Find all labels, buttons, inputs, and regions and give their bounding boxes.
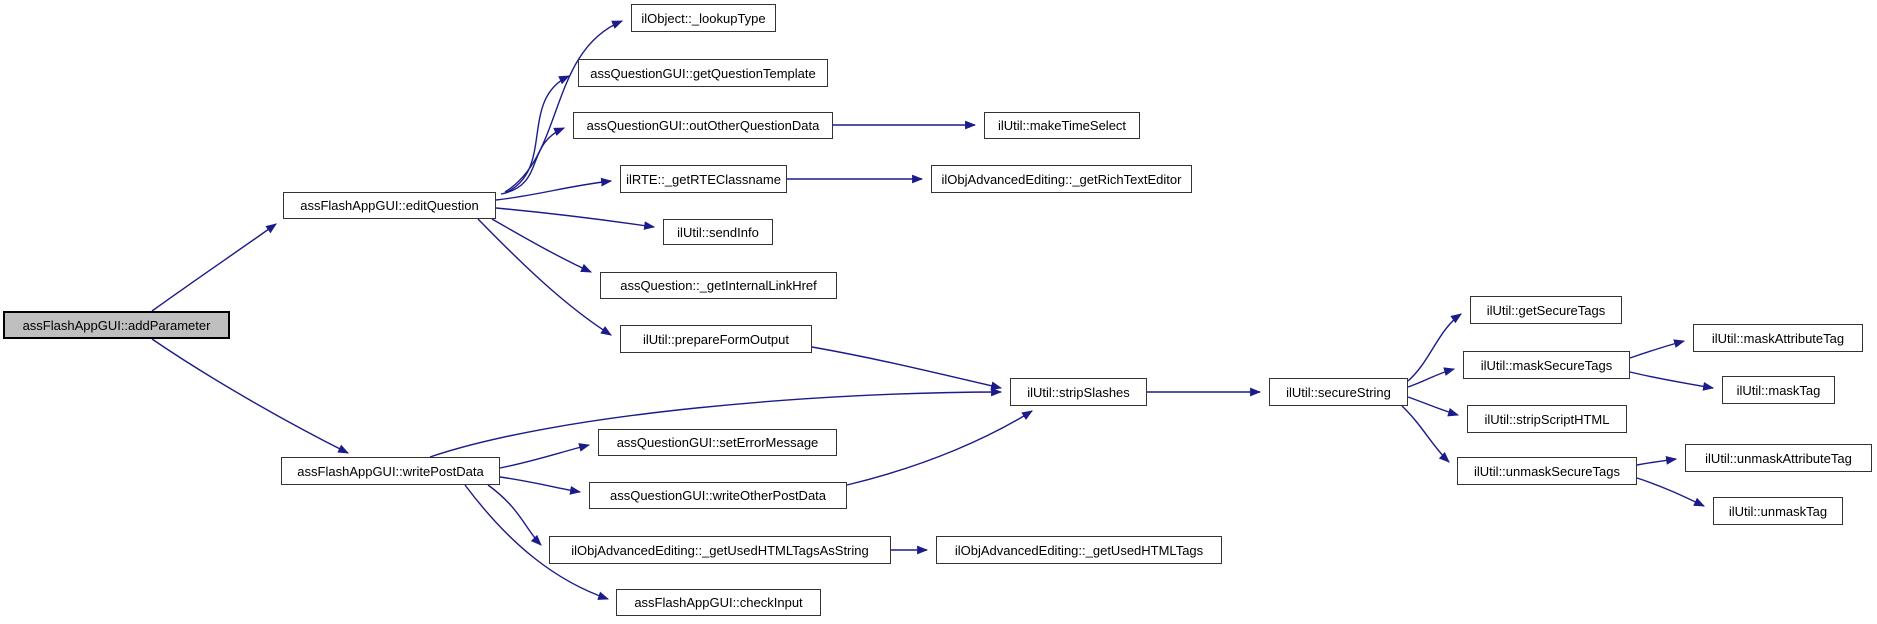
node-sendInfo[interactable]: ilUtil::sendInfo <box>663 219 773 245</box>
node-addParameter: assFlashAppGUI::addParameter <box>3 311 230 339</box>
node-unmaskSecureTags[interactable]: ilUtil::unmaskSecureTags <box>1457 457 1637 485</box>
edge-unmaskSecureTags-unmaskTag <box>1637 478 1704 506</box>
node-writeOtherPostData[interactable]: assQuestionGUI::writeOtherPostData <box>589 482 847 509</box>
node-stripScriptHTML[interactable]: ilUtil::stripScriptHTML <box>1467 405 1627 433</box>
edge-writePostData-getUsedHTMLTagsAsString <box>488 485 541 545</box>
edge-prepareFormOutput-stripSlashes <box>812 347 1001 388</box>
node-getRichTextEditor[interactable]: ilObjAdvancedEditing::_getRichTextEditor <box>931 165 1192 193</box>
edge-secureString-unmaskSecureTags <box>1402 406 1449 462</box>
node-editQuestion[interactable]: assFlashAppGUI::editQuestion <box>283 192 496 219</box>
node-stripSlashes[interactable]: ilUtil::stripSlashes <box>1010 378 1147 406</box>
node-prepareFormOutput[interactable]: ilUtil::prepareFormOutput <box>620 325 812 353</box>
edge-editQuestion-getInternalLinkHref <box>492 219 591 272</box>
node-maskSecureTags[interactable]: ilUtil::maskSecureTags <box>1463 351 1630 379</box>
edge-maskSecureTags-maskTag <box>1630 372 1713 388</box>
edge-editQuestion-getQuestionTemplate <box>505 76 569 193</box>
node-getUsedHTMLTagsAsString[interactable]: ilObjAdvancedEditing::_getUsedHTMLTagsAsString <box>549 536 891 564</box>
edge-editQuestion-sendInfo <box>496 208 654 227</box>
node-setErrorMessage[interactable]: assQuestionGUI::setErrorMessage <box>598 429 837 456</box>
node-secureString[interactable]: ilUtil::secureString <box>1269 378 1408 406</box>
node-getInternalLinkHref[interactable]: assQuestion::_getInternalLinkHref <box>600 272 837 299</box>
node-getRTEClassname[interactable]: ilRTE::_getRTEClassname <box>620 165 787 193</box>
edge-secureString-maskSecureTags <box>1408 369 1454 387</box>
node-checkInput[interactable]: assFlashAppGUI::checkInput <box>616 589 821 616</box>
node-maskTag[interactable]: ilUtil::maskTag <box>1722 376 1835 404</box>
edge-unmaskSecureTags-unmaskAttributeTag <box>1637 459 1676 465</box>
edge-maskSecureTags-maskAttributeTag <box>1630 341 1684 358</box>
node-getQuestionTemplate[interactable]: assQuestionGUI::getQuestionTemplate <box>578 59 828 87</box>
node-maskAttributeTag[interactable]: ilUtil::maskAttributeTag <box>1693 324 1863 352</box>
edge-secureString-stripScriptHTML <box>1408 397 1458 415</box>
node-getUsedHTMLTags[interactable]: ilObjAdvancedEditing::_getUsedHTMLTags <box>936 536 1222 564</box>
edge-secureString-getSecureTags <box>1408 314 1461 381</box>
node-lookupType[interactable]: ilObject::_lookupType <box>631 4 776 32</box>
node-unmaskAttributeTag[interactable]: ilUtil::unmaskAttributeTag <box>1685 444 1872 472</box>
node-writePostData[interactable]: assFlashAppGUI::writePostData <box>281 457 500 485</box>
edge-writeOtherPostData-stripSlashes <box>847 411 1032 485</box>
edge-addParameter-editQuestion <box>152 224 276 311</box>
node-makeTimeSelect[interactable]: ilUtil::makeTimeSelect <box>984 112 1140 139</box>
edge-editQuestion-lookupType <box>505 21 622 192</box>
edge-writePostData-writeOtherPostData <box>500 477 580 492</box>
node-outOtherQuestionData[interactable]: assQuestionGUI::outOtherQuestionData <box>573 112 833 139</box>
node-getSecureTags[interactable]: ilUtil::getSecureTags <box>1470 296 1622 324</box>
edge-addParameter-writePostData <box>152 339 348 453</box>
node-unmaskTag[interactable]: ilUtil::unmaskTag <box>1713 497 1843 525</box>
edge-writePostData-setErrorMessage <box>500 445 589 468</box>
edge-editQuestion-prepareFormOutput <box>478 219 611 335</box>
